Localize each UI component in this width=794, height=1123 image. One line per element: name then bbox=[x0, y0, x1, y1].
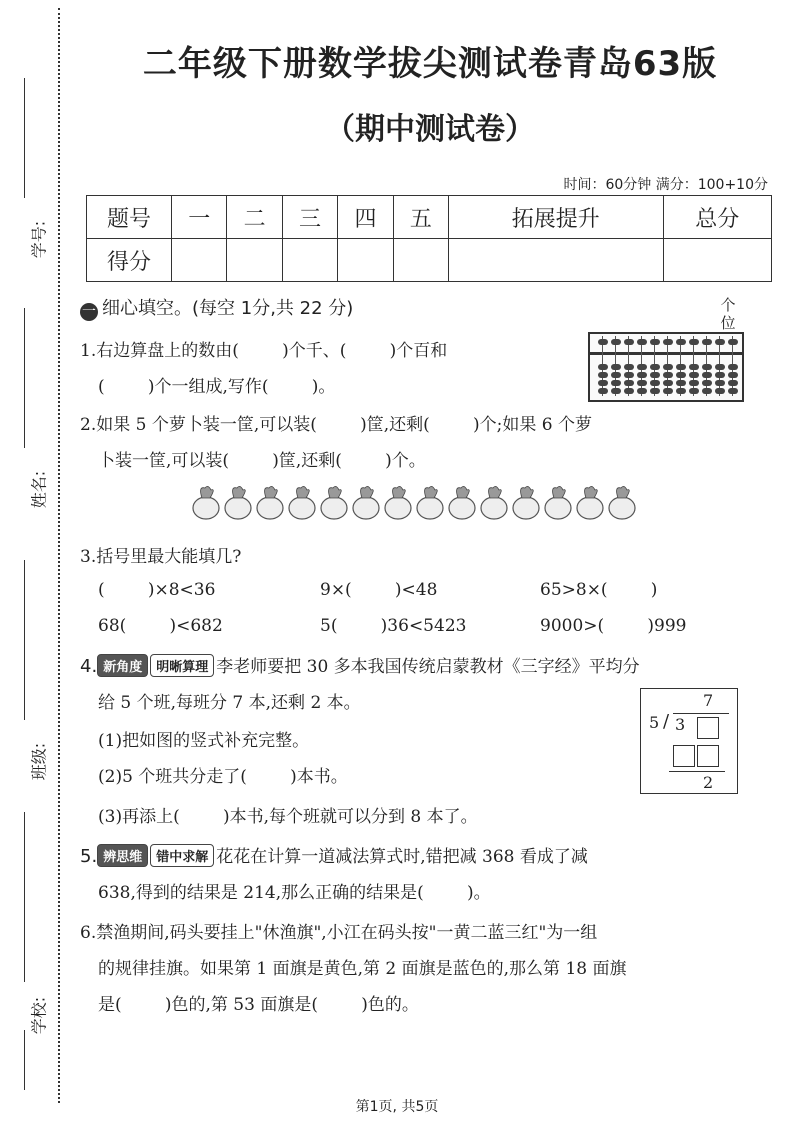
abacus-bead bbox=[663, 388, 673, 394]
abacus-bead bbox=[637, 339, 647, 345]
q4-tag-new-angle: 新角度 bbox=[97, 654, 148, 677]
score-table-score-row bbox=[87, 239, 772, 282]
radish-leaf-icon bbox=[489, 486, 502, 498]
binding-margin bbox=[0, 0, 70, 1123]
radish-leaf-icon bbox=[585, 486, 598, 498]
score-cell[interactable] bbox=[338, 239, 393, 282]
score-header-cell: 拓展提升 bbox=[449, 196, 663, 239]
radish-leaf-icon bbox=[617, 486, 630, 498]
division-bracket: / bbox=[663, 711, 670, 732]
score-header-cell: 四 bbox=[338, 196, 393, 239]
school-label: 学校: bbox=[29, 996, 49, 1035]
score-cell[interactable] bbox=[172, 239, 227, 282]
radish-icon bbox=[417, 497, 443, 519]
abacus-bead bbox=[611, 339, 621, 345]
q1-line2: ( )个一组成,写作( )。 bbox=[98, 377, 336, 397]
abacus-bead bbox=[676, 372, 686, 378]
q5-tag-error: 错中求解 bbox=[150, 844, 214, 867]
radish-icon bbox=[385, 497, 411, 519]
radish-leaf-icon bbox=[521, 486, 534, 498]
q3-item: 9×( )<48 bbox=[320, 580, 438, 600]
abacus-bead bbox=[676, 380, 686, 386]
score-cell[interactable] bbox=[227, 239, 282, 282]
abacus-bead bbox=[689, 364, 699, 370]
abacus-bead bbox=[728, 364, 738, 370]
abacus-bead bbox=[624, 364, 634, 370]
radish-leaf-icon bbox=[457, 486, 470, 498]
abacus-bead bbox=[676, 388, 686, 394]
q6-line2: 的规律挂旗。如果第 1 面旗是黄色,第 2 面旗是蓝色的,那么第 18 面旗 bbox=[98, 959, 627, 979]
name-label: 姓名: bbox=[29, 470, 49, 509]
abacus-bead bbox=[650, 339, 660, 345]
abacus-bead bbox=[637, 388, 647, 394]
abacus-bead bbox=[728, 372, 738, 378]
score-cell[interactable] bbox=[282, 239, 337, 282]
q5-tag-thinking: 辨思维 bbox=[97, 844, 148, 867]
q4-number: 4. bbox=[80, 656, 98, 677]
q4-part1: (1)把如图的竖式补充完整。 bbox=[98, 731, 310, 751]
answer-box[interactable] bbox=[697, 745, 719, 767]
answer-box[interactable] bbox=[673, 745, 695, 767]
q5-number: 5. bbox=[80, 846, 98, 867]
radish-leaf-icon bbox=[553, 486, 566, 498]
abacus-bead bbox=[702, 388, 712, 394]
radish-icon bbox=[353, 497, 379, 519]
abacus-bead bbox=[624, 380, 634, 386]
q4-text: 李老师要把 30 多本我国传统启蒙教材《三字经》平均分 bbox=[216, 657, 640, 677]
radish-leaf-icon bbox=[425, 486, 438, 498]
q2-line1: 2.如果 5 个萝卜装一筐,可以装( )筐,还剩( )个;如果 6 个萝 bbox=[80, 415, 592, 435]
abacus-bead bbox=[728, 339, 738, 345]
q4-line1 bbox=[80, 652, 640, 677]
abacus-bead bbox=[650, 388, 660, 394]
q3-item: ( )×8<36 bbox=[98, 580, 216, 600]
abacus-bead bbox=[702, 364, 712, 370]
radish-leaf-icon bbox=[297, 486, 310, 498]
q5-line2: 638,得到的结果是 214,那么正确的结果是( )。 bbox=[98, 883, 491, 903]
section-number-badge: 一 bbox=[82, 304, 96, 320]
radish-leaf-icon bbox=[265, 486, 278, 498]
page-number: 第1页, 共5页 bbox=[355, 1099, 439, 1115]
abacus-place-label: 个 位 bbox=[720, 296, 736, 332]
class-label: 班级: bbox=[29, 742, 49, 781]
division-remainder: 2 bbox=[703, 773, 714, 792]
abacus-bead bbox=[689, 380, 699, 386]
student-no-label: 学号: bbox=[29, 220, 49, 259]
division-rule bbox=[669, 771, 725, 772]
q3-item: 9000>( )999 bbox=[540, 616, 687, 636]
abacus-bead bbox=[598, 364, 608, 370]
abacus-bead bbox=[676, 339, 686, 345]
page-title: 二年级下册数学拔尖测试卷青岛63版 bbox=[142, 44, 718, 84]
q6-line3: 是( )色的,第 53 面旗是( )色的。 bbox=[98, 995, 419, 1015]
division-quotient: 7 bbox=[703, 691, 714, 710]
score-header-cell: 题号 bbox=[87, 196, 172, 239]
section-heading bbox=[80, 294, 353, 321]
radish-leaf-icon bbox=[361, 486, 374, 498]
q4-line2: 给 5 个班,每班分 7 本,还剩 2 本。 bbox=[98, 693, 361, 713]
q3-item: 5( )36<5423 bbox=[320, 616, 467, 636]
division-divisor: 5 bbox=[649, 713, 660, 732]
abacus-bead bbox=[598, 339, 608, 345]
abacus-bead bbox=[650, 372, 660, 378]
radish-leaf-icon bbox=[201, 486, 214, 498]
radish-leaf-icon bbox=[393, 486, 406, 498]
radish-row-illustration bbox=[190, 482, 640, 522]
abacus-bead bbox=[689, 372, 699, 378]
score-row-label: 得分 bbox=[87, 239, 172, 282]
abacus-bead bbox=[598, 372, 608, 378]
abacus-bead bbox=[728, 388, 738, 394]
abacus-bead bbox=[624, 339, 634, 345]
name-line bbox=[24, 308, 25, 448]
radish-icon bbox=[449, 497, 475, 519]
radish-icon bbox=[513, 497, 539, 519]
score-header-cell: 二 bbox=[227, 196, 282, 239]
q2-line2: 卜装一筐,可以装( )筐,还剩( )个。 bbox=[98, 451, 426, 471]
abacus-bead bbox=[637, 372, 647, 378]
student-no-line bbox=[24, 78, 25, 198]
section-title: 细心填空。(每空 1分,共 22 分) bbox=[102, 298, 354, 319]
radish-leaf-icon bbox=[233, 486, 246, 498]
long-division-figure bbox=[640, 688, 738, 794]
abacus-bead bbox=[637, 380, 647, 386]
radish-icon bbox=[289, 497, 315, 519]
abacus-bead bbox=[715, 372, 725, 378]
abacus-bead bbox=[624, 372, 634, 378]
abacus-bead bbox=[598, 380, 608, 386]
page-subtitle: （期中测试卷） bbox=[325, 112, 535, 147]
abacus-bead bbox=[663, 364, 673, 370]
abacus-bead bbox=[598, 388, 608, 394]
score-table bbox=[86, 195, 772, 282]
q5-text: 花花在计算一道减法算式时,错把减 368 看成了减 bbox=[216, 847, 588, 867]
score-header-cell: 三 bbox=[282, 196, 337, 239]
score-table-header-row bbox=[87, 196, 772, 239]
school-line-bottom bbox=[24, 1030, 25, 1090]
radish-icon bbox=[577, 497, 603, 519]
q6-line1: 6.禁渔期间,码头要挂上"休渔旗",小江在码头按"一黄二蓝三红"为一组 bbox=[80, 923, 598, 943]
abacus-bead bbox=[624, 388, 634, 394]
radish-icon bbox=[481, 497, 507, 519]
answer-box[interactable] bbox=[697, 717, 719, 739]
abacus-bead bbox=[715, 388, 725, 394]
abacus-bead bbox=[715, 364, 725, 370]
school-line bbox=[24, 812, 25, 982]
score-header-cell: 总分 bbox=[663, 196, 772, 239]
q4-tag-reasoning: 明晰算理 bbox=[150, 654, 214, 677]
radish-icon bbox=[193, 497, 219, 519]
class-line bbox=[24, 560, 25, 720]
q3-title: 3.括号里最大能填几? bbox=[80, 547, 242, 567]
radish-icon bbox=[545, 497, 571, 519]
exam-meta: 时间：60分钟 满分：100+10分 bbox=[563, 177, 768, 193]
radish-icon bbox=[609, 497, 635, 519]
score-cell[interactable] bbox=[663, 239, 772, 282]
abacus-bead bbox=[650, 364, 660, 370]
q3-item: 68( )<682 bbox=[98, 616, 223, 636]
abacus-bead bbox=[663, 339, 673, 345]
q4-part2: (2)5 个班共分走了( )本书。 bbox=[98, 767, 348, 787]
cut-line bbox=[58, 8, 60, 1103]
q3-item: 65>8×( ) bbox=[540, 580, 658, 600]
radish-icon bbox=[257, 497, 283, 519]
abacus-bead bbox=[689, 388, 699, 394]
abacus-bead bbox=[663, 372, 673, 378]
abacus-bead bbox=[663, 380, 673, 386]
division-bar bbox=[673, 713, 729, 714]
abacus-bead bbox=[702, 339, 712, 345]
abacus-bead bbox=[611, 380, 621, 386]
score-cell[interactable] bbox=[393, 239, 448, 282]
radish-leaf-icon bbox=[329, 486, 342, 498]
abacus-bead bbox=[650, 380, 660, 386]
score-header-cell: 五 bbox=[393, 196, 448, 239]
abacus-bead bbox=[676, 364, 686, 370]
abacus-illustration bbox=[588, 332, 744, 402]
abacus-bead bbox=[728, 380, 738, 386]
abacus-bead bbox=[715, 380, 725, 386]
q4-part3: (3)再添上( )本书,每个班就可以分到 8 本了。 bbox=[98, 807, 478, 827]
radish-icon bbox=[321, 497, 347, 519]
abacus-bead bbox=[611, 388, 621, 394]
abacus-bead bbox=[702, 372, 712, 378]
abacus-bead bbox=[689, 339, 699, 345]
abacus-bead bbox=[611, 372, 621, 378]
radish-icon bbox=[225, 497, 251, 519]
abacus-bead bbox=[637, 364, 647, 370]
abacus-bead bbox=[715, 339, 725, 345]
abacus-bead bbox=[702, 380, 712, 386]
q1-line1: 1.右边算盘上的数由( )个千、( )个百和 bbox=[80, 341, 448, 361]
division-dividend: 3 bbox=[675, 715, 686, 734]
q5-line1 bbox=[80, 842, 588, 867]
abacus-bead bbox=[611, 364, 621, 370]
score-header-cell: 一 bbox=[172, 196, 227, 239]
score-cell[interactable] bbox=[449, 239, 663, 282]
